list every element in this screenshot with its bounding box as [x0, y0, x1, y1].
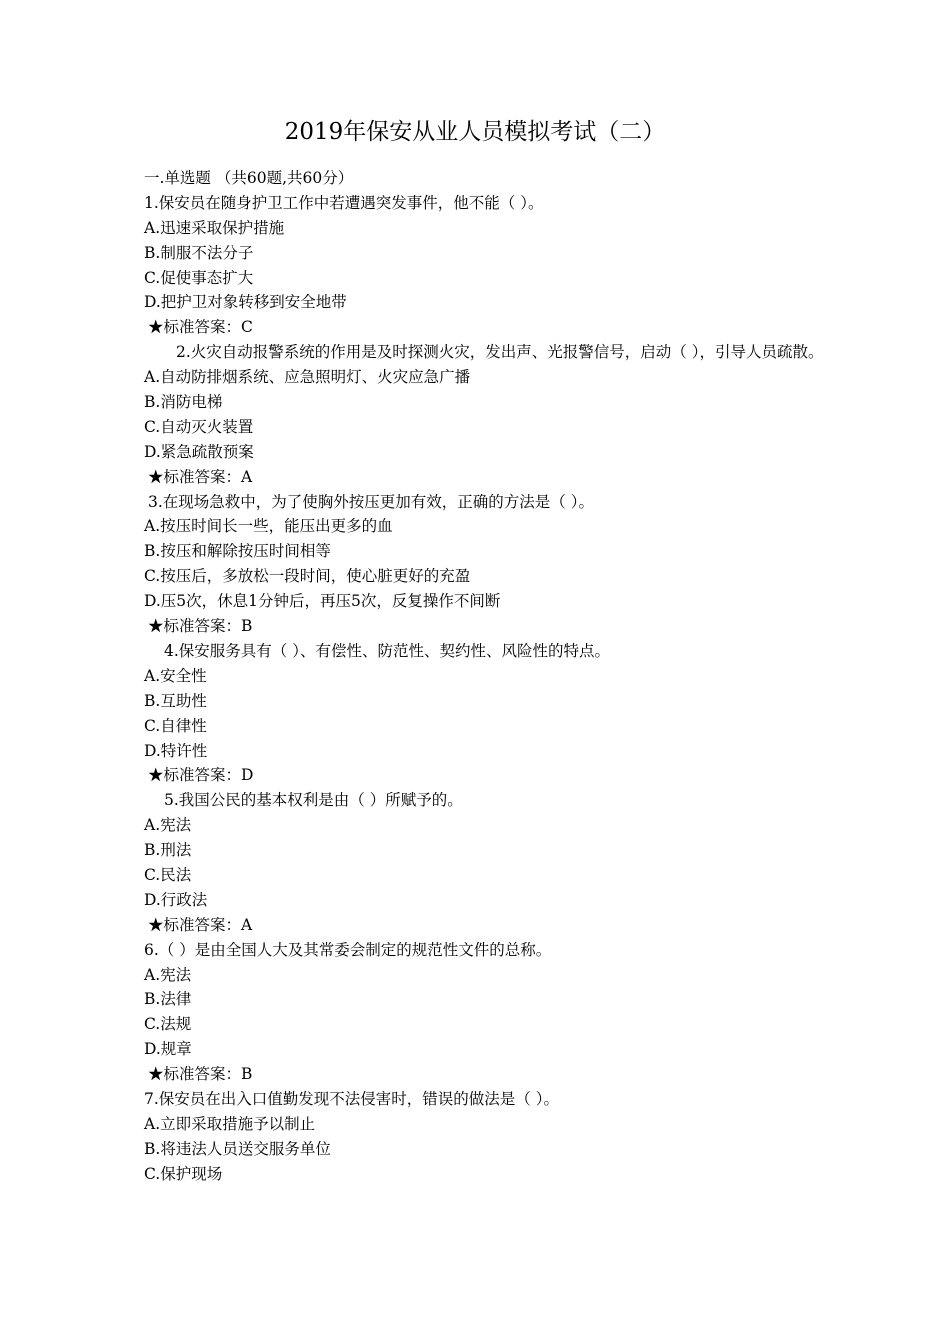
- question-stem: 7.保安员在出入口值勤发现不法侵害时，错误的做法是（ ）。: [144, 1089, 559, 1108]
- option: A.安全性: [144, 666, 207, 685]
- document-title: 2019年保安从业人员模拟考试（二）: [284, 119, 666, 145]
- option: D.行政法: [144, 890, 208, 909]
- option: B.消防电梯: [144, 393, 223, 412]
- option: A.宪法: [144, 816, 192, 835]
- option: D.紧急疏散预案: [144, 442, 254, 461]
- section-header: 一.单选题 （共60题,共60分）: [144, 169, 354, 187]
- option: C.法规: [144, 1015, 192, 1034]
- option: C.按压后，多放松一段时间，使心脏更好的充盈: [144, 567, 471, 586]
- option: C.促使事态扩大: [144, 268, 254, 287]
- option: C.自动灭火装置: [144, 417, 254, 436]
- question-stem: 2.火灾自动报警系统的作用是及时探测火灾，发出声、光报警信号，启动（ ），引导人员疏散。: [176, 343, 824, 362]
- question-list: [144, 166, 824, 1187]
- option: C.自律性: [144, 716, 207, 735]
- option: D.特许性: [144, 741, 208, 760]
- question-stem: 4.保安服务具有（ ）、有偿性、防范性、契约性、风险性的特点。: [164, 641, 610, 660]
- option: B.制服不法分子: [144, 243, 254, 262]
- question-stem: 1.保安员在随身护卫工作中若遭遇突发事件，他不能（ ）。: [144, 193, 544, 212]
- option: B.法律: [144, 990, 192, 1009]
- answer: ★标准答案：B: [148, 1065, 253, 1084]
- answer: ★标准答案：A: [148, 915, 253, 934]
- answer: ★标准答案：C: [148, 318, 253, 337]
- option: B.将违法人员送交服务单位: [144, 1139, 331, 1158]
- answer: ★标准答案：B: [148, 617, 253, 636]
- question-stem: 3.在现场急救中，为了使胸外按压更加有效，正确的方法是（ ）。: [148, 492, 594, 511]
- option: B.互助性: [144, 691, 207, 710]
- option: D.压5次，休息1分钟后，再压5次，反复操作不间断: [144, 592, 501, 611]
- option: B.刑法: [144, 841, 192, 860]
- question-stem: 5.我国公民的基本权利是由（ ）所赋予的。: [164, 791, 463, 810]
- option: A.迅速采取保护措施: [144, 218, 285, 237]
- option: B.按压和解除按压时间相等: [144, 542, 331, 561]
- answer: ★标准答案：A: [148, 467, 253, 486]
- option: C.民法: [144, 865, 192, 884]
- option: C.保护现场: [144, 1164, 223, 1183]
- option: A.立即采取措施予以制止: [144, 1114, 316, 1133]
- answer: ★标准答案：D: [148, 766, 254, 785]
- question-stem: 6.（ ）是由全国人大及其常委会制定的规范性文件的总称。: [144, 940, 552, 959]
- option: D.把护卫对象转移到安全地带: [144, 293, 347, 312]
- option: A.自动防排烟系统、应急照明灯、火灾应急广播: [144, 368, 471, 387]
- option: A.按压时间长一些，能压出更多的血: [144, 517, 393, 536]
- option: A.宪法: [144, 965, 192, 984]
- option: D.规章: [144, 1040, 192, 1059]
